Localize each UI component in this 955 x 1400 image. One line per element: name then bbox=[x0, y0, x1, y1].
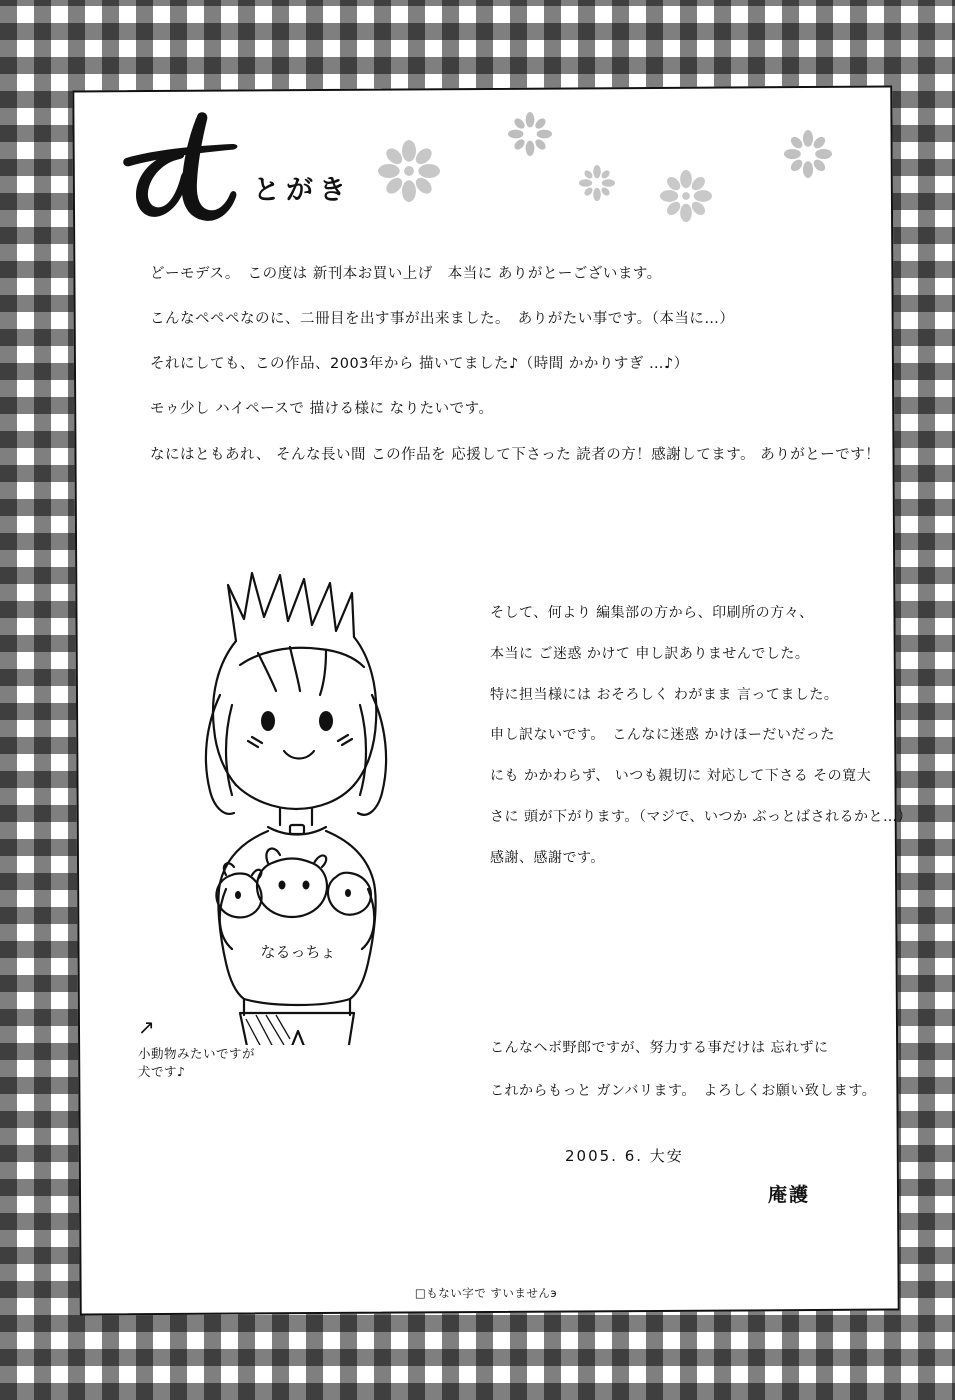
intro-text-block bbox=[150, 265, 881, 491]
thanks-line: にも かかわらず、 いつも親切に 対応して下さる その寛大 bbox=[490, 768, 872, 785]
intro-line: モゥ少し ハイペースで 描ける様に なりたいです。 bbox=[150, 401, 494, 418]
thanks-line: さに 頭が下がります。（マジで、いつか ぶっとばされるかと…） bbox=[490, 808, 912, 825]
closing-line: これからもっと ガンバリます。 よろしくお願い致します。 bbox=[490, 1082, 877, 1099]
flower-icon bbox=[378, 140, 440, 202]
brush-glyph-a bbox=[114, 100, 254, 230]
thanks-line: 特に担当様には おそろしく わがまま 言ってました。 bbox=[490, 686, 839, 703]
page-title: とがき bbox=[252, 175, 352, 206]
thanks-line: そして、何より 編集部の方から、印刷所の方々、 bbox=[490, 605, 814, 621]
flower-icon bbox=[578, 164, 616, 202]
flower-icon bbox=[784, 130, 832, 178]
flower-icon bbox=[508, 112, 552, 156]
svg-text:なるっちょ: なるっちょ bbox=[260, 943, 336, 961]
thanks-line: 感謝、感謝です。 bbox=[490, 849, 605, 866]
signature-text: 庵護 bbox=[768, 1184, 811, 1206]
closing-line: こんなヘボ野郎ですが、努力する事だけは 忘れずに bbox=[490, 1040, 829, 1056]
thanks-line: 申し訳ないです。 こんなに迷惑 かけほーだいだった bbox=[490, 727, 835, 744]
flower-icon bbox=[660, 170, 712, 222]
character-illustration bbox=[140, 545, 440, 1045]
intro-line: こんなペペペなのに、二冊目を出す事が出来ました。 ありがたい事です。（本当に…） bbox=[150, 311, 735, 328]
illustration-note bbox=[138, 1045, 358, 1081]
paper-sheet bbox=[72, 86, 912, 1316]
intro-line: どーモデス。 この度は 新刊本お買い上げ 本当に ありがとーございます。 bbox=[150, 266, 662, 282]
intro-line: それにしても、この作品、2003年から 描いてました♪（時間 かかりすぎ …♪） bbox=[150, 356, 689, 373]
footnote-text: □もない字で すいませんэ bbox=[414, 1286, 558, 1300]
intro-line: なにはともあれ、 そんな長い間 この作品を 応援して下さった 読者の方！感謝してます。 ありがとーです！ bbox=[150, 446, 881, 463]
date-text: 2005. 6. 大安 bbox=[565, 1147, 684, 1165]
illustration-note-line: 小動物みたいですが bbox=[138, 1046, 256, 1061]
illustration-note-line: 犬です♪ bbox=[138, 1064, 186, 1080]
thanks-text-block bbox=[490, 605, 912, 891]
thanks-line: 本当に ご迷惑 かけて 申し訳ありませんでした。 bbox=[490, 645, 810, 662]
closing-text-block bbox=[490, 1040, 890, 1126]
arrow-icon: ↗ bbox=[138, 1015, 156, 1039]
